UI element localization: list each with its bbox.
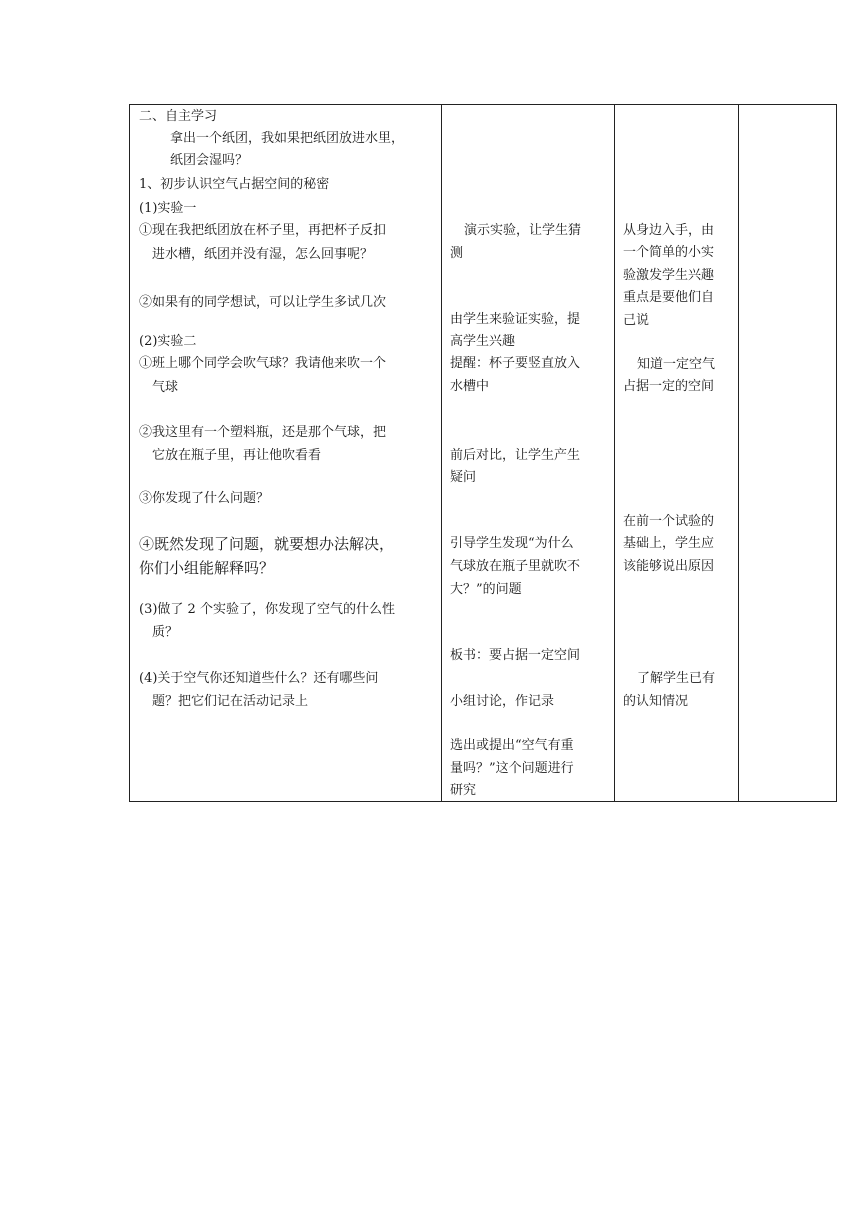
column-divider — [441, 105, 442, 801]
experiment-title: (1)实验一 — [139, 201, 197, 216]
content-text: 题？把它们记在活动记录上 — [152, 694, 309, 709]
intent-text: 己说 — [623, 313, 650, 328]
content-text: 它放在瓶子里，再让他吹看看 — [152, 448, 322, 463]
activity-text: 测 — [450, 246, 464, 261]
intent-text: 一个简单的小实 — [623, 245, 715, 260]
content-text: (3)做了 2 个实验了，你发现了空气的什么性 — [139, 602, 395, 617]
column-divider — [614, 105, 615, 801]
activity-text: 选出或提出“空气有重 — [450, 738, 574, 753]
activity-text: 前后对比，让学生产生 — [450, 448, 581, 463]
content-text: ①班上哪个同学会吹气球？我请他来吹一个 — [139, 356, 387, 371]
activity-text: 板书：要占据一定空间 — [450, 648, 581, 663]
activity-text: 引导学生发现“为什么 — [450, 536, 574, 551]
content-text: ④既然发现了问题，就要想办法解决， — [139, 535, 395, 553]
intent-text: 的认知情况 — [623, 694, 689, 709]
section-title: 二、自主学习 — [139, 109, 218, 124]
activity-text: 疑问 — [450, 470, 477, 485]
content-text: ①现在我把纸团放在杯子里，再把杯子反扣 — [139, 223, 387, 238]
activity-text: 水槽中 — [450, 379, 490, 394]
intent-text: 从身边入手，由 — [623, 223, 715, 238]
intent-text: 该能够说出原因 — [623, 559, 715, 574]
activity-text: 量吗？”这个问题进行 — [450, 761, 574, 776]
content-text: 质？ — [152, 625, 179, 640]
intent-text: 重点是要他们自 — [623, 290, 715, 305]
intent-text: 了解学生已有 — [637, 671, 716, 686]
activity-text: 气球放在瓶子里就吹不 — [450, 559, 581, 574]
content-text: 你们小组能解释吗？ — [139, 559, 275, 577]
experiment-title: (2)实验二 — [139, 334, 197, 349]
intro-text: 纸团会湿吗？ — [170, 153, 249, 168]
activity-text: 提醒：杯子要竖直放入 — [450, 356, 581, 371]
intent-text: 验激发学生兴趣 — [623, 268, 715, 283]
activity-text: 高学生兴趣 — [450, 334, 516, 349]
intent-text: 占据一定的空间 — [623, 379, 715, 394]
intent-text: 知道一定空气 — [637, 357, 716, 372]
activity-text: 演示实验，让学生猜 — [464, 223, 582, 238]
intent-text: 基础上，学生应 — [623, 536, 715, 551]
content-text: 气球 — [152, 380, 179, 395]
content-text: (4)关于空气你还知道些什么？还有哪些问 — [139, 671, 379, 686]
lesson-plan-table — [129, 104, 837, 802]
content-text: ②我这里有一个塑料瓶，还是那个气球，把 — [139, 425, 387, 440]
activity-text: 由学生来验证实验，提 — [450, 312, 581, 327]
activity-text: 研究 — [450, 783, 477, 798]
activity-text: 小组讨论，作记录 — [450, 694, 555, 709]
content-text: ③你发现了什么问题？ — [139, 491, 270, 506]
column-divider — [738, 105, 739, 801]
content-text: ②如果有的同学想试，可以让学生多试几次 — [139, 295, 387, 310]
activity-text: 大？”的问题 — [450, 582, 522, 597]
intro-text: 拿出一个纸团，我如果把纸团放进水里， — [170, 131, 405, 146]
intent-text: 在前一个试验的 — [623, 514, 715, 529]
subsection-title: 1、初步认识空气占据空间的秘密 — [139, 177, 330, 192]
content-text: 进水槽，纸团并没有湿，怎么回事呢？ — [152, 247, 374, 262]
